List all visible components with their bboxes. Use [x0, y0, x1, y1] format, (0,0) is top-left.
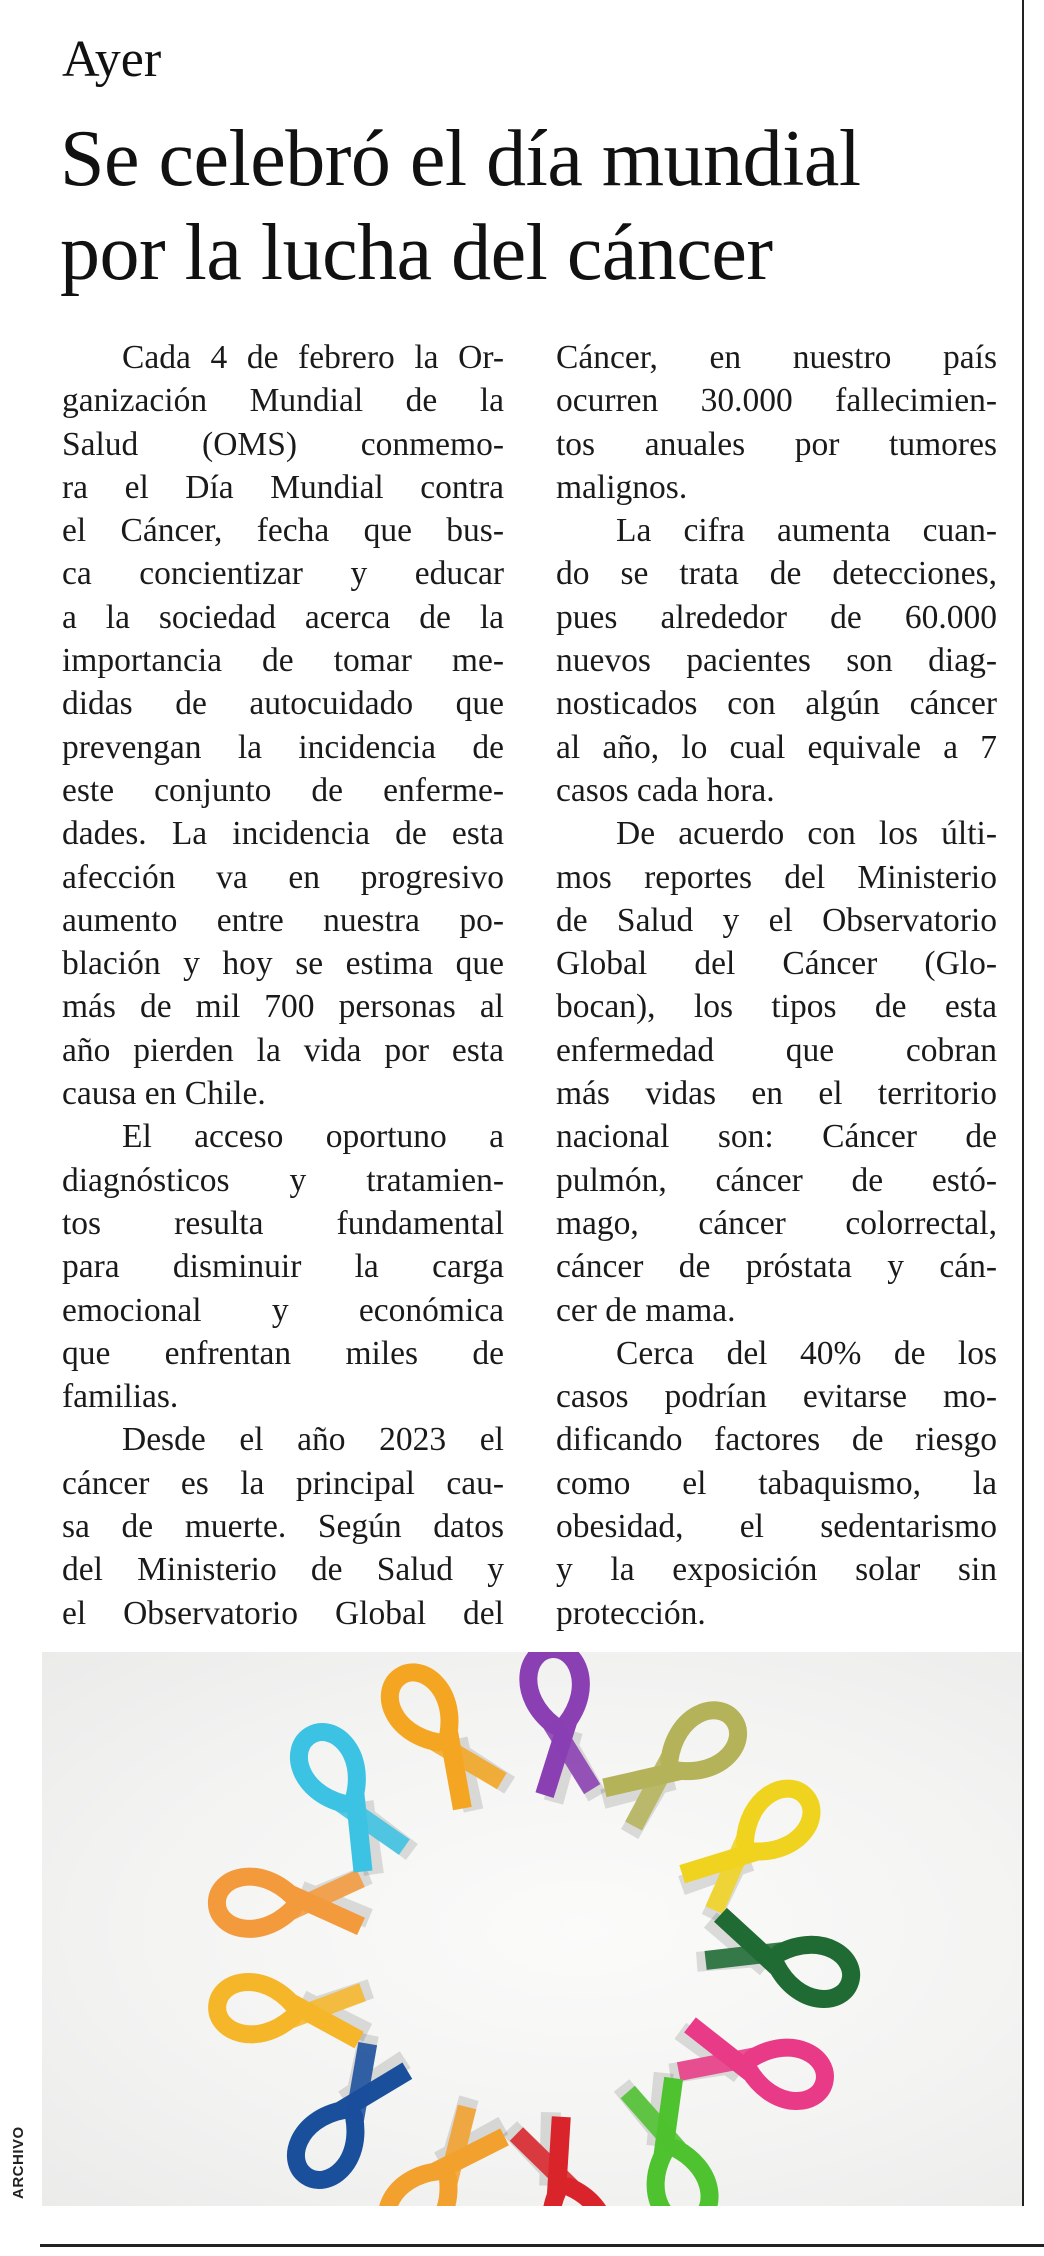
- article-line: dificando factores de riesgo: [556, 1421, 997, 1459]
- article-line: a la sociedad acerca de la: [62, 598, 504, 636]
- article-line: prevengan la incidencia de: [62, 728, 504, 766]
- article-column-left: [62, 336, 504, 1635]
- article-line: tos resulta fundamental: [62, 1204, 504, 1242]
- article-line: nuevos pacientes son diag-: [556, 642, 997, 680]
- article-line: bocan), los tipos de esta: [556, 988, 997, 1026]
- ribbons-illustration: [42, 1652, 1022, 2206]
- article-line: diagnósticos y tratamien-: [62, 1161, 504, 1199]
- awareness-ribbon: [697, 1910, 858, 2008]
- photo-credit-label: ARCHIVO: [10, 2126, 27, 2199]
- article-line: cáncer es la principal cau-: [62, 1464, 504, 1502]
- article-line: casos podrían evitarse mo-: [556, 1378, 997, 1416]
- article-line: ganización Mundial de la: [62, 382, 504, 420]
- headline-line: Se celebró el día mundial: [60, 115, 861, 203]
- article-line: Global del Cáncer (Glo-: [556, 945, 997, 983]
- article-line: enfermedad que cobran: [556, 1031, 997, 1069]
- article-line: año pierden la vida por esta: [62, 1031, 504, 1069]
- article-line: Cáncer, en nuestro país: [556, 339, 997, 376]
- article-line: familias.: [62, 1378, 179, 1416]
- awareness-ribbon: [670, 2021, 830, 2109]
- article-line: El acceso oportuno a: [122, 1118, 504, 1156]
- awareness-ribbon: [288, 1721, 412, 1879]
- article-line: cer de mama.: [556, 1291, 736, 1329]
- article-line: pulmón, cáncer de estó-: [556, 1161, 997, 1199]
- awareness-ribbon: [374, 2098, 511, 2206]
- awareness-ribbon: [283, 2035, 414, 2191]
- article-line: do se trata de detecciones,: [556, 555, 997, 593]
- article-line: mago, cáncer colorrectal,: [556, 1204, 997, 1242]
- section-kicker: Ayer: [62, 31, 162, 88]
- article-line: Desde el año 2023 el: [122, 1421, 504, 1459]
- article-line: emocional y económica: [62, 1291, 504, 1329]
- article-line: más de mil 700 personas al: [62, 988, 504, 1026]
- awareness-ribbon: [217, 1874, 369, 1929]
- article-line: malignos.: [556, 468, 688, 506]
- awareness-ribbon: [525, 1652, 597, 1803]
- awareness-ribbon: [622, 2070, 718, 2206]
- article-line: el Observatorio Global del: [62, 1594, 504, 1632]
- article-line: ca concientizar y educar: [62, 555, 504, 593]
- article-line: didas de autocuidado que: [62, 685, 504, 723]
- article-line: causa en Chile.: [62, 1075, 266, 1113]
- article-line: sa de muerte. Según datos: [62, 1508, 504, 1546]
- article-line: Cerca del 40% de los: [616, 1334, 997, 1372]
- article-line: para disminuir la carga: [62, 1248, 504, 1286]
- article-line: como el tabaquismo, la: [556, 1464, 997, 1502]
- article-line: el Cáncer, fecha que bus-: [62, 512, 504, 550]
- article-line: que enfrentan miles de: [62, 1334, 504, 1372]
- article-line: La cifra aumenta cuan-: [616, 512, 997, 550]
- headline: [60, 112, 1000, 300]
- photo-credit: [4, 2115, 34, 2205]
- article-line: nosticados con algún cáncer: [556, 685, 997, 723]
- article-line: mos reportes del Ministerio: [556, 858, 997, 896]
- awareness-ribbon: [510, 2109, 615, 2206]
- awareness-ribbon: [215, 1978, 370, 2043]
- article-line: al año, lo cual equivale a 7: [556, 728, 997, 766]
- article-line: más vidas en el territorio: [556, 1075, 997, 1113]
- awareness-ribbon: [597, 1699, 751, 1834]
- article-line: dades. La incidencia de esta: [62, 815, 504, 853]
- article-line: tos anuales por tumores: [556, 425, 997, 463]
- article-line: De acuerdo con los últi-: [616, 815, 997, 853]
- article-photo: [42, 1652, 1022, 2206]
- article-line: casos cada hora.: [556, 771, 775, 809]
- article-line: obesidad, el sedentarismo: [556, 1508, 997, 1546]
- article-line: este conjunto de enferme-: [62, 771, 504, 809]
- awareness-ribbon: [378, 1661, 509, 1817]
- article-line: cáncer de próstata y cán-: [556, 1248, 997, 1286]
- article-line: ra el Día Mundial contra: [62, 468, 504, 506]
- article-line: afección va en progresivo: [62, 858, 504, 896]
- article-line: blación y hoy se estima que: [62, 945, 504, 983]
- article-line: del Ministerio de Salud y: [62, 1551, 504, 1589]
- headline-line: por la lucha del cáncer: [60, 209, 773, 297]
- article-line: protección.: [556, 1594, 706, 1632]
- article-line: Salud (OMS) conmemo-: [62, 425, 504, 463]
- article-line: ocurren 30.000 fallecimien-: [556, 382, 997, 420]
- article-column-right: [556, 336, 997, 1635]
- article-line: nacional son: Cáncer de: [556, 1118, 997, 1156]
- article-line: importancia de tomar me-: [62, 642, 504, 680]
- ribbon-ring: [215, 1652, 858, 2206]
- article-line: y la exposición solar sin: [556, 1551, 997, 1589]
- awareness-ribbon: [675, 1777, 824, 1919]
- article-line: de Salud y el Observatorio: [556, 901, 997, 939]
- article-line: pues alrededor de 60.000: [556, 598, 997, 636]
- article-line: aumento entre nuestra po-: [62, 901, 504, 939]
- article-line: Cada 4 de febrero la Or-: [122, 339, 504, 376]
- bottom-rule: [40, 2244, 1044, 2247]
